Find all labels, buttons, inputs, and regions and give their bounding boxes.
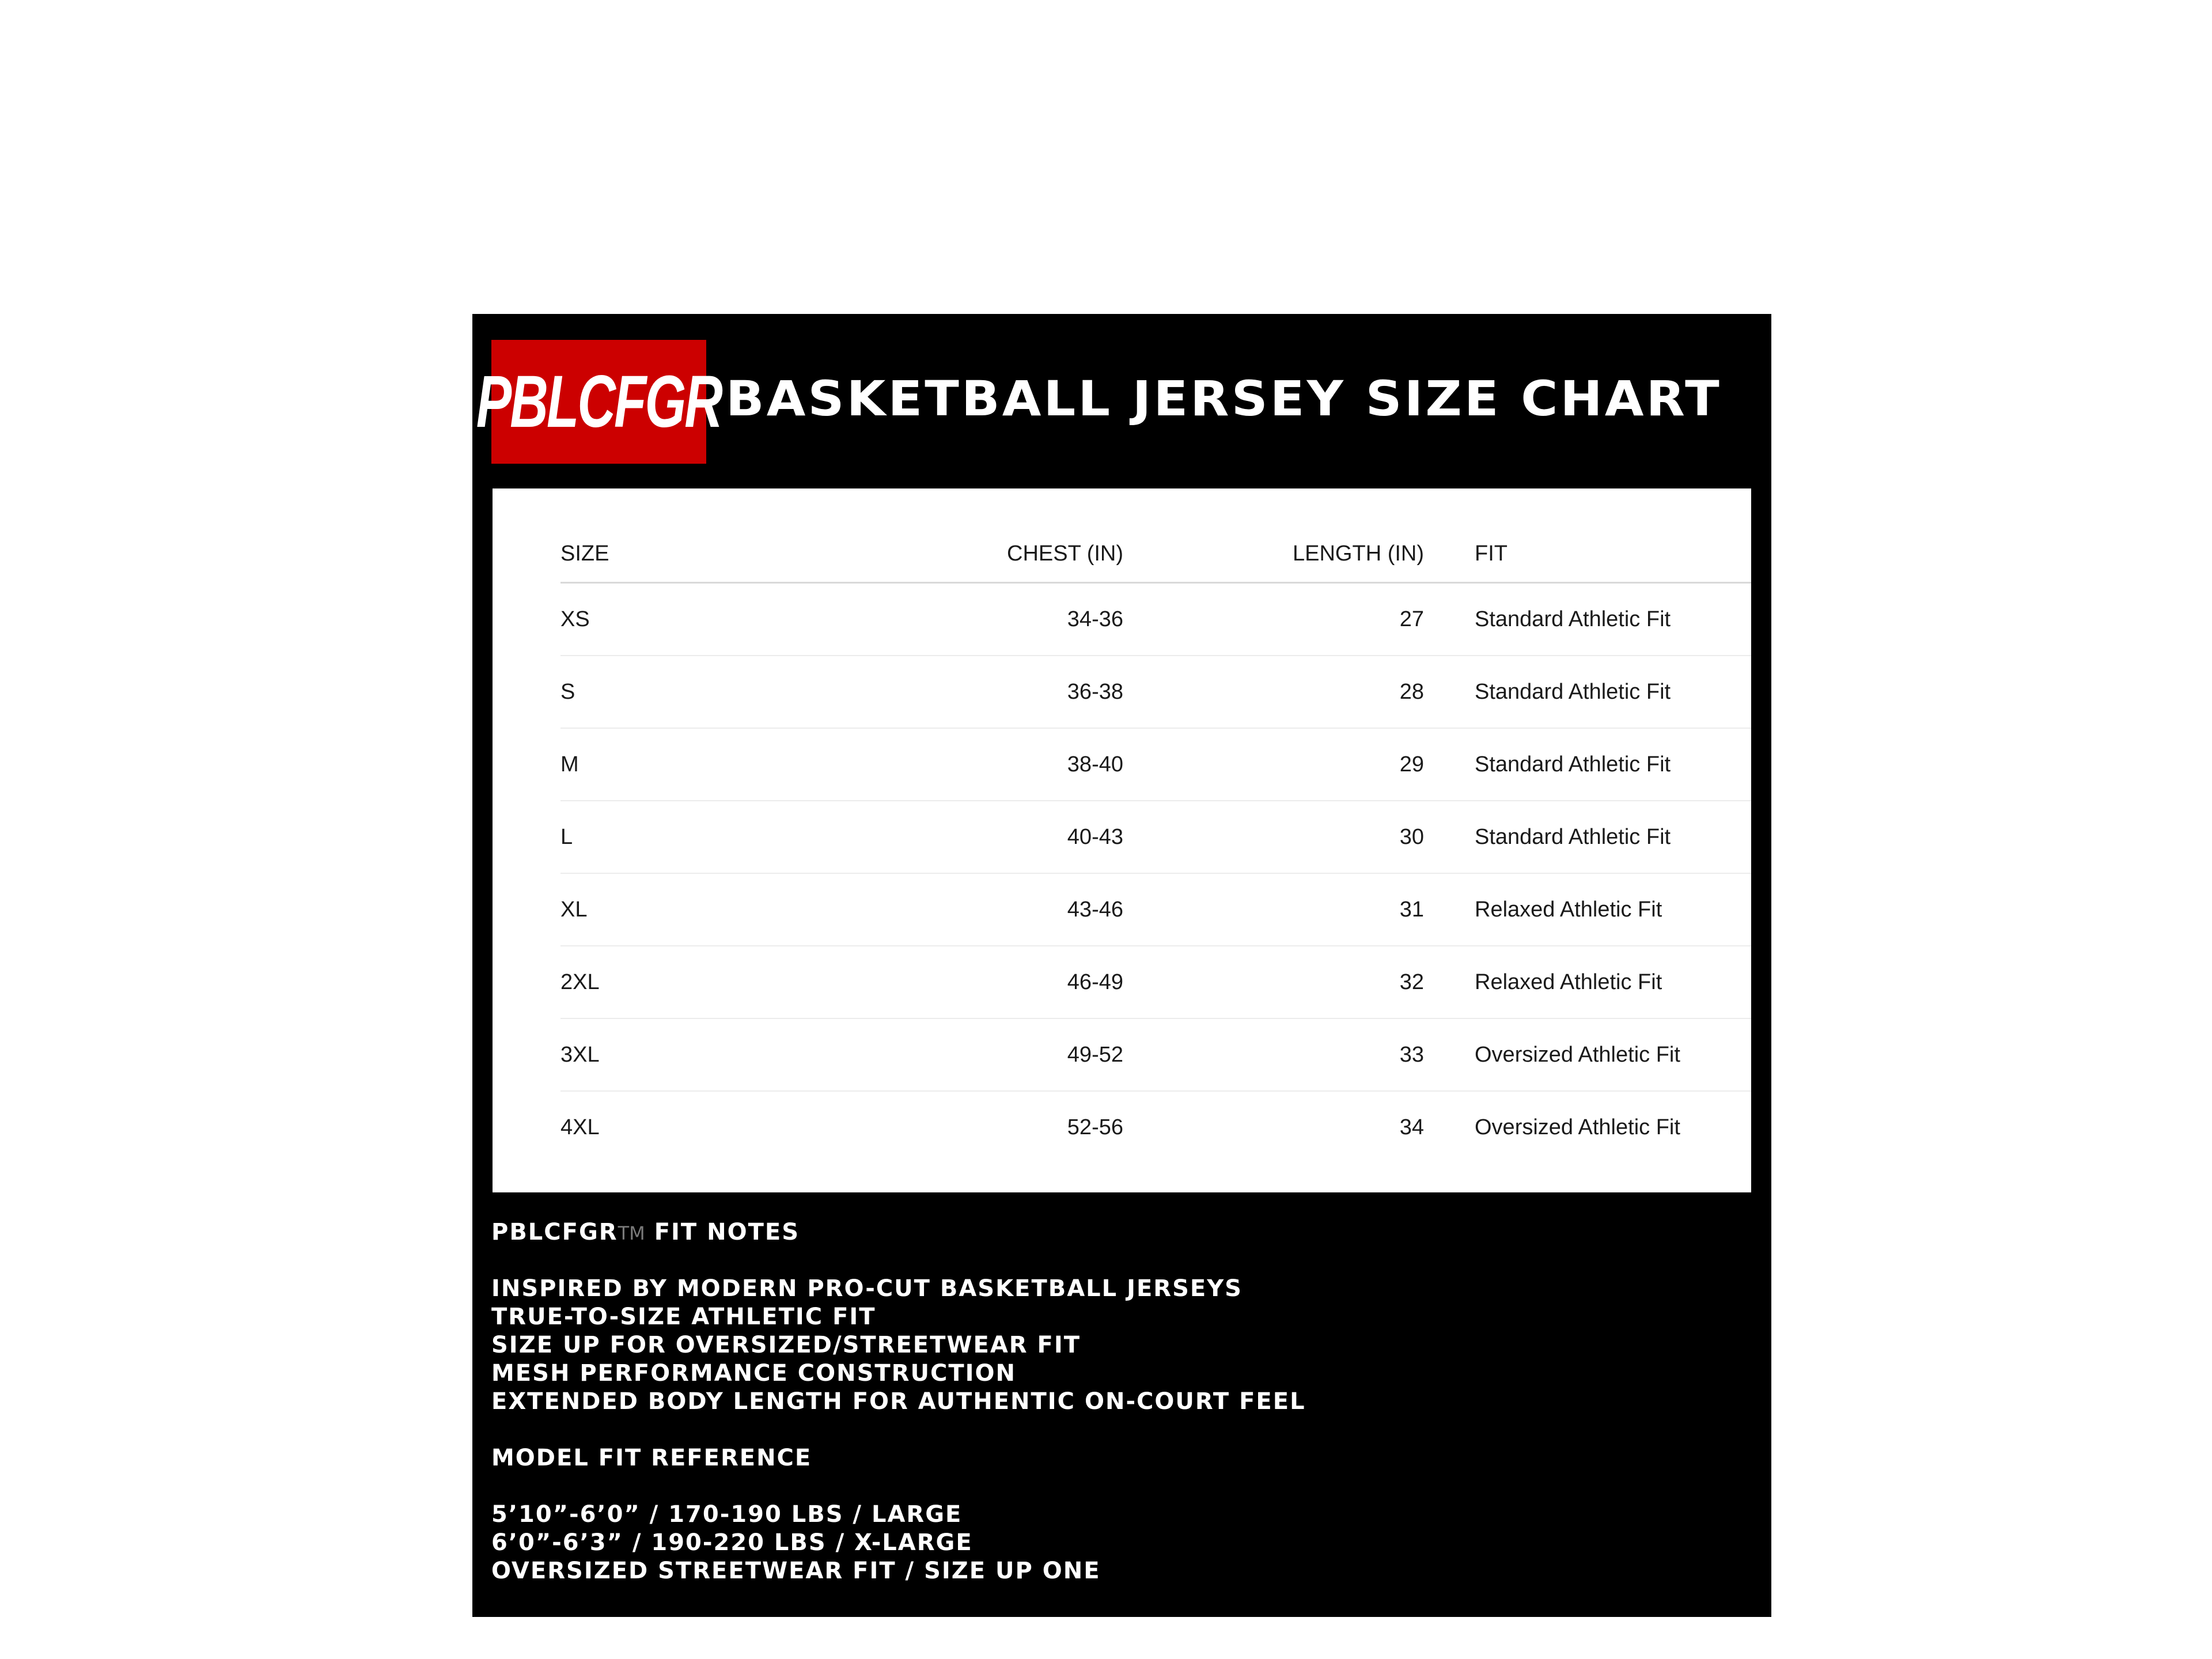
cell-fit: Standard Athletic Fit: [1475, 583, 1751, 656]
table-row: [560, 656, 1751, 728]
cell-size: XL: [560, 873, 958, 946]
fit-note-item: INSPIRED BY MODERN PRO-CUT BASKETBALL JERSEYS: [491, 1275, 1243, 1302]
model-fit-item: 6’0”-6’3” / 190-220 LBS / X-LARGE: [491, 1529, 973, 1556]
size-table-panel: [493, 488, 1751, 1192]
cell-chest: 46-49: [958, 946, 1123, 1018]
cell-size: M: [560, 728, 958, 801]
cell-spacer: [1424, 1091, 1475, 1163]
table-row: [560, 801, 1751, 873]
cell-spacer: [1424, 656, 1475, 728]
cell-length: 29: [1123, 728, 1424, 801]
brand-logo-text: PBLCFGR: [476, 360, 722, 443]
cell-size: XS: [560, 583, 958, 656]
cell-fit: Oversized Athletic Fit: [1475, 1018, 1751, 1091]
table-row: [560, 873, 1751, 946]
table-row: [560, 728, 1751, 801]
cell-spacer: [1424, 728, 1475, 801]
table-row: [560, 583, 1751, 656]
brand-logo: [476, 340, 722, 464]
cell-chest: 38-40: [958, 728, 1123, 801]
cell-length: 28: [1123, 656, 1424, 728]
fit-notes-heading: [491, 1218, 1747, 1247]
cell-length: 31: [1123, 873, 1424, 946]
cell-fit: Oversized Athletic Fit: [1475, 1115, 1680, 1139]
page-title: BASKETBALL JERSEY SIZE CHART: [726, 370, 1722, 427]
cell-fit: Relaxed Athletic Fit: [1475, 946, 1751, 1018]
cell-spacer: [1424, 946, 1475, 1018]
cell-size: S: [560, 656, 958, 728]
model-fit-heading: MODEL FIT REFERENCE: [491, 1445, 812, 1471]
table-row: [560, 1018, 1751, 1091]
column-header-length: LENGTH (IN): [1123, 525, 1424, 583]
table-header-row: [560, 525, 1751, 583]
fit-note-item: EXTENDED BODY LENGTH FOR AUTHENTIC ON-COURT FEEL: [491, 1388, 1306, 1415]
cell-chest: 36-38: [958, 656, 1123, 728]
spacer: [491, 1247, 1747, 1275]
column-header-size: SIZE: [560, 525, 958, 583]
fit-note-item: SIZE UP FOR OVERSIZED/STREETWEAR FIT: [491, 1332, 1081, 1358]
cell-spacer: [1424, 1018, 1475, 1091]
cell-size: 2XL: [560, 946, 958, 1018]
cell-size: 4XL: [560, 1115, 600, 1139]
column-spacer: [1424, 525, 1475, 583]
spacer: [491, 1472, 1747, 1501]
size-table: [560, 525, 1751, 1163]
fit-notes-heading-text: FIT NOTES: [645, 1219, 800, 1245]
fit-notes: [491, 1218, 1747, 1585]
cell-spacer: [1424, 583, 1475, 656]
cell-fit: Standard Athletic Fit: [1475, 801, 1751, 873]
cell-length: 33: [1123, 1018, 1424, 1091]
cell-chest: 43-46: [958, 873, 1123, 946]
cell-length: 30: [1123, 801, 1424, 873]
cell-fit: Standard Athletic Fit: [1475, 656, 1751, 728]
table-row: [560, 1091, 1751, 1163]
cell-spacer: [1424, 801, 1475, 873]
column-header-fit: FIT: [1475, 525, 1751, 583]
spacer: [491, 1416, 1747, 1444]
table-row: [560, 946, 1751, 1018]
cell-chest: 52-56: [1067, 1115, 1123, 1139]
column-header-chest: CHEST (IN): [958, 525, 1123, 583]
cell-chest: 49-52: [958, 1018, 1123, 1091]
cell-chest: 34-36: [958, 583, 1123, 656]
fit-note-item: TRUE-TO-SIZE ATHLETIC FIT: [491, 1304, 876, 1330]
trademark-mark: TM: [618, 1222, 645, 1244]
cell-spacer: [1424, 873, 1475, 946]
cell-size: 3XL: [560, 1018, 958, 1091]
cell-fit: Standard Athletic Fit: [1475, 728, 1751, 801]
model-fit-item: OVERSIZED STREETWEAR FIT / SIZE UP ONE: [491, 1558, 1101, 1584]
cell-size: L: [560, 801, 958, 873]
cell-length: 34: [1399, 1115, 1424, 1139]
cell-length: 27: [1123, 583, 1424, 656]
fit-notes-brand: PBLCFGR: [491, 1219, 618, 1245]
cell-fit: Relaxed Athletic Fit: [1475, 873, 1751, 946]
cell-chest: 40-43: [958, 801, 1123, 873]
size-chart-card: [472, 314, 1771, 1617]
fit-note-item: MESH PERFORMANCE CONSTRUCTION: [491, 1360, 1016, 1387]
model-fit-item: 5’10”-6’0” / 170-190 LBS / LARGE: [491, 1501, 963, 1528]
cell-length: 32: [1123, 946, 1424, 1018]
